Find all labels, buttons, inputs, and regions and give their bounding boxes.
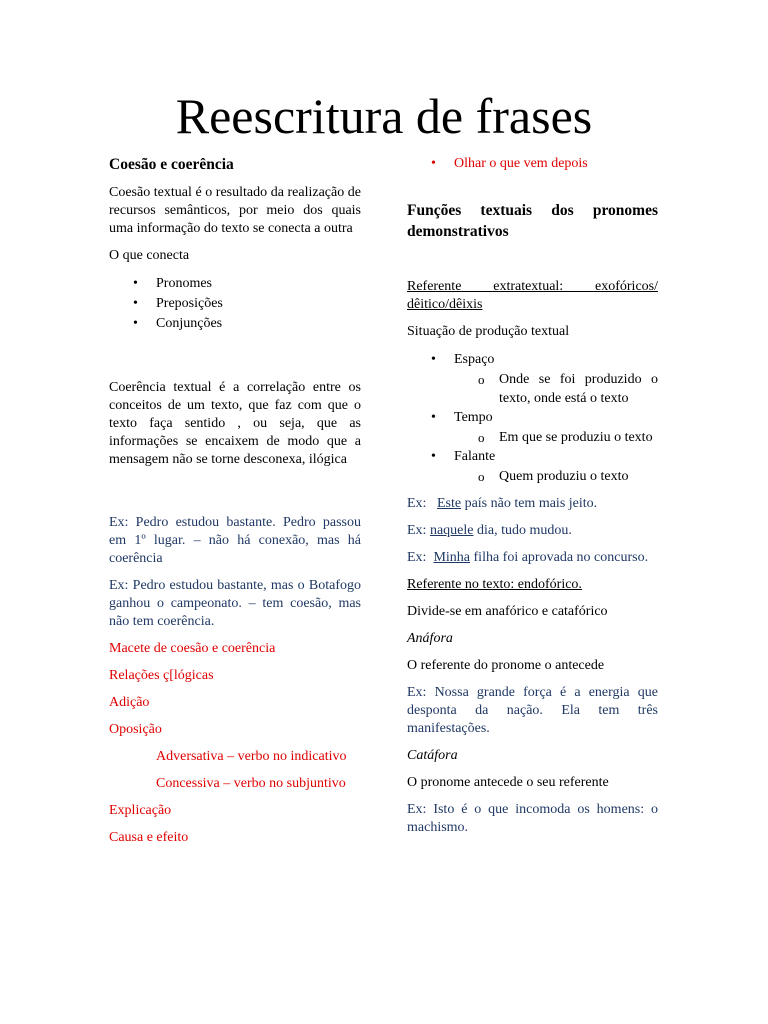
sub-list-item: o Em que se produziu o texto [454,428,658,447]
page-title: Reescritura de frases [175,88,593,144]
example-keyword: Minha [433,550,471,565]
anafora-definition: O referente do pronome o antecede [407,658,605,673]
macete-line: Macete de coesão e coerência [109,641,276,656]
referente-extratextual: Referente extratextual: exofóricos/ dêitico/dêixis [407,279,658,312]
relacoes-line: Relações ç[lógicas [109,668,214,683]
causa-efeito-line: Causa e efeito [109,830,189,845]
list-item: • Preposições [109,294,361,314]
list-item-label: Tempo [454,410,493,425]
situacao-producao: Situação de produção textual [407,324,570,339]
situacao-list [407,350,658,486]
list-item [407,447,658,486]
heading-funcoes-textuais: Funções textuais dos pronomes demonstrativos [407,202,658,240]
example-minha [407,549,658,567]
sub-list-item: o Onde se foi produzido o texto, onde está o texto [454,370,658,408]
adicao-line: Adição [109,695,150,710]
list-item: • Conjunções [109,314,361,334]
divide-line: Divide-se em anafórico e catafórico [407,604,608,619]
sub-list-item: o Quem produziu o texto [454,467,658,486]
catafora-example: Ex: Isto é o que incomoda os homens: o machismo. [407,802,658,835]
list-item: • Pronomes [109,274,361,294]
list-item-label: Falante [454,449,496,464]
adversativa-line: Adversativa – verbo no indicativo [156,749,347,764]
example-prefix: Ex: [407,550,434,565]
example-este [407,495,658,513]
referente-no-texto: Referente no texto: endofórico. [407,577,582,592]
list-item-label: Espaço [454,352,495,367]
sub-list [407,467,658,486]
right-column [407,154,658,846]
example-rest: filha foi aprovada no concurso. [470,550,649,565]
label-o-que-conecta: O que conecta [109,248,190,263]
example-prefix: Ex: [407,496,437,511]
list-item [407,350,658,408]
example-rest: país não tem mais jeito. [461,496,598,511]
spacer [109,478,361,514]
anafora-example: Ex: Nossa grande força é a energia que desponta da nação. Ela tem três manifestações. [407,685,658,736]
concessiva-line: Concessiva – verbo no subjuntivo [156,776,346,791]
example-1: Ex: Pedro estudou bastante. Pedro passou em 1º lugar. – não há conexão, mas há coerência [109,515,361,566]
sub-list [407,370,658,408]
example-naquele [407,522,658,540]
oposicao-line: Oposição [109,722,162,737]
top-bullet-list [407,154,658,174]
paragraph-coerencia: Coerência textual é a correlação entre os conceitos de um texto, que faz com que o texto faça sentido , ou seja, que as informações se encaixem de modo que a mensagem não se torne desconexa, ilógica [109,380,361,467]
spacer [109,343,361,379]
example-keyword: naquele [429,523,474,538]
left-column [109,154,361,856]
list-item [407,408,658,447]
example-2: Ex: Pedro estudou bastante, mas o Botafogo ganhou o campeonato. – tem coesão, mas não tem coerência. [109,578,361,629]
example-rest: dia, tudo mudou. [473,523,572,538]
explicacao-line: Explicação [109,803,172,818]
example-keyword: Este [436,496,462,511]
sub-list [407,428,658,447]
paragraph-coesao: Coesão textual é o resultado da realização de recursos semânticos, por meio dos quais uma informação do texto se conecta a outra [109,185,361,236]
anafora-label: Anáfora [407,631,453,646]
heading-coesao-coerencia: Coesão e coerência [109,156,234,173]
list-item: • Olhar o que vem depois [407,154,658,174]
example-prefix: Ex: [407,523,430,538]
connectors-list [109,274,361,334]
catafora-label: Catáfora [407,748,458,763]
catafora-definition: O pronome antecede o seu referente [407,775,609,790]
